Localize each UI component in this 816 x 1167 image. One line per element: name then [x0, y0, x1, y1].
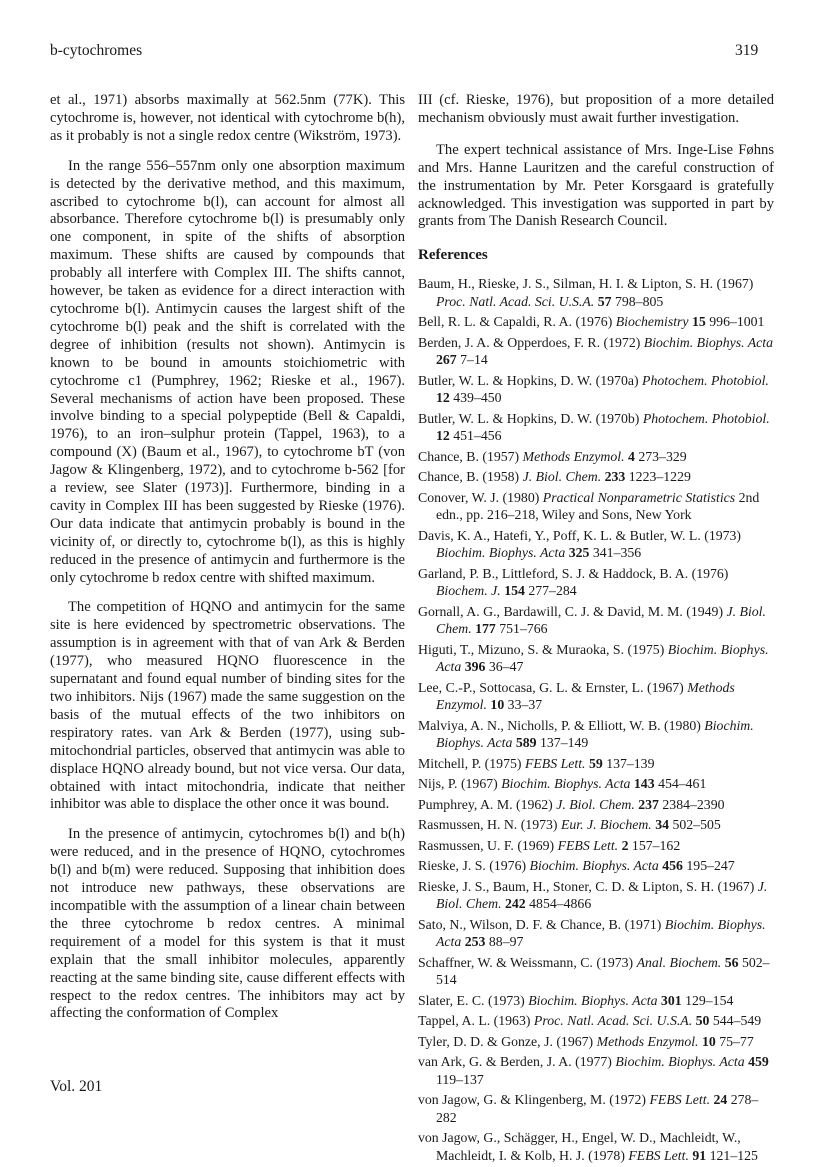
ref-authors: Rasmussen, U. F. (1969) [418, 837, 555, 853]
page-number: 319 [735, 42, 759, 59]
ref-volume: 4 [628, 448, 635, 464]
ref-pages: 137–149 [540, 735, 589, 751]
ref-authors: Malviya, A. N., Nicholls, P. & Elliott, W. B. (1980) [418, 717, 701, 733]
ref-journal: Biochim. Biophys. Acta [436, 717, 754, 751]
ref-volume: 396 [464, 659, 486, 675]
ref-volume: 15 [692, 314, 706, 330]
reference-item [418, 468, 774, 486]
reference-item [418, 775, 774, 793]
ref-pages: 157–162 [631, 837, 681, 853]
ref-pages: 277–284 [528, 583, 577, 599]
ref-pages: 7–14 [460, 352, 488, 368]
ref-authors: von Jagow, G. & Klingenberg, M. (1972) [418, 1092, 647, 1108]
ref-volume: 253 [464, 934, 486, 950]
ref-journal: J. Biol. Chem. [436, 603, 766, 637]
ref-authors: Butler, W. L. & Hopkins, D. W. (1970a) [418, 372, 639, 388]
ref-journal: Proc. Natl. Acad. Sci. U.S.A. [533, 1013, 693, 1029]
ref-pages: 36–47 [488, 659, 524, 675]
ref-journal: Biochim. Biophys. Acta [615, 1054, 745, 1070]
references-list [418, 275, 774, 1164]
reference-item [418, 334, 774, 369]
ref-volume: 34 [655, 817, 670, 833]
ref-authors: Nijs, P. (1967) [418, 776, 498, 792]
ref-volume: 267 [436, 352, 457, 368]
reference-item [418, 679, 774, 714]
ref-volume: 91 [692, 1147, 707, 1163]
ref-journal: FEBS Lett. [628, 1147, 689, 1163]
ref-volume: 12 [436, 428, 450, 444]
ref-authors: Garland, P. B., Littleford, S. J. & Haddock, B. A. (1976) [418, 565, 729, 581]
ref-pages: 544–549 [712, 1013, 762, 1029]
ref-volume: 589 [515, 735, 537, 751]
ref-authors: Pumphrey, A. M. (1962) [418, 796, 553, 812]
ref-volume: 456 [662, 858, 683, 874]
reference-item [418, 372, 774, 407]
ref-pages: 273–329 [638, 448, 687, 464]
ref-pages: 751–766 [499, 621, 548, 637]
body-paragraph: In the presence of antimycin, cytochromes b(l) and b(h) were reduced, and in the presence of HQNO, cytochromes b(l) and b(m) were reduced. Supposing that inhibition does not introduce new pathways, these observations are incompatible with the assumption of a linear chain between the three cytochrome b redox centres. A minimal requirement of a model for this system is that it must explain that the small inhibitor molecules, apparently reacting at the same binding site, cause different effects with respect to the redox centres. The inhibitors may act by affecting the conformation of Complex [50, 826, 405, 1022]
references-heading: References [418, 247, 488, 264]
ref-authors: Slater, E. C. (1973) [418, 992, 525, 1008]
reference-item [418, 755, 774, 773]
ref-pages: 278–282 [436, 1092, 759, 1125]
ref-pages: 502–514 [436, 954, 770, 988]
ref-pages: 33–37 [507, 697, 543, 713]
ref-journal: Biochim. Biophys. Acta [436, 641, 769, 675]
ref-pages: 2384–2390 [662, 796, 725, 812]
reference-item [418, 527, 774, 562]
ref-pages: 129–154 [685, 992, 734, 1008]
ref-pages: 75–77 [719, 1033, 754, 1049]
ref-authors: von Jagow, G., Schägger, H., Engel, W. D., Machleidt, W., Machleidt, I. & Kolb, H. J. (1978) [418, 1130, 741, 1163]
ref-authors: Rasmussen, H. N. (1973) [418, 817, 558, 833]
ref-pages: 1223–1229 [628, 469, 691, 485]
reference-item [418, 992, 774, 1010]
ref-authors: Baum, H., Rieske, J. S., Silman, H. I. & Lipton, S. H. (1967) [418, 276, 754, 292]
reference-item [418, 816, 774, 834]
reference-item [418, 717, 774, 752]
reference-item [418, 878, 774, 913]
ref-pages: 2nd edn., pp. 216–218, Wiley and Sons, New York [436, 489, 760, 523]
ref-authors: Chance, B. (1958) [418, 469, 520, 485]
reference-item [418, 796, 774, 814]
ref-journal: Biochem. J. [436, 583, 501, 599]
ref-volume: 237 [638, 796, 659, 812]
ref-pages: 798–805 [614, 293, 664, 309]
right-column [418, 92, 774, 1167]
reference-item [418, 857, 774, 875]
ref-journal: Proc. Natl. Acad. Sci. U.S.A. [436, 293, 595, 309]
ref-journal: Photochem. Photobiol. [642, 410, 770, 426]
footer-volume: Vol. 201 [50, 1078, 103, 1095]
reference-item [418, 410, 774, 445]
body-paragraph: In the range 556–557nm only one absorption maximum is detected by the derivative method, and this maximum, ascribed to cytochrome b(l), can account for almost all absorbance. Therefore cytochrome b(l) is presumably only one component, in spite of the shifts of absorption maximum. These shifts are caused by compounds that probably all interfere with Complex III. The shifts cannot, however, be taken as evidence for a direct interaction with cytochrome b(l). Antimycin causes the largest shift of the cytochrome b(l) peak and the shift is correlated with the degree of inhibition (results not shown). Antimycin is known to be bound in amounts stoichiometric with cytochrome c1 (Pumphrey, 1962; Rieske et al., 1967). Several mechanisms of action have been proposed. These involve binding to a special polypeptide (Bell & Capaldi, 1976), to an iron–sulphur protein (Tappel, 1963), to a compound (X) (Baum et al., 1967), to cytochrome bT (von Jagow & Klingenberg, 1972), and to cytochrome b-562 [for a review, see Slater (1973)]. Furthermore, binding in a cavity in Complex III has been suggested by Rieske (1976). Our data indicate that antimycin probably is bound in the vicinity of, or directly to, cytochrome b(l), as this is highly reduced in the presence of antimycin and furthermore is the only cytochrome b redox centre with shifted maximum. [50, 157, 405, 586]
ref-journal: Biochim. Biophys. Acta [529, 858, 659, 874]
ref-pages: 4854–4866 [529, 896, 592, 912]
reference-item [418, 1012, 774, 1030]
ref-volume: 56 [724, 954, 739, 970]
ref-authors: van Ark, G. & Berden, J. A. (1977) [418, 1054, 612, 1070]
ref-authors: Bell, R. L. & Capaldi, R. A. (1976) [418, 314, 613, 330]
ref-authors: Schaffner, W. & Weissmann, C. (1973) [418, 954, 634, 970]
ref-pages: 119–137 [436, 1071, 484, 1087]
ref-journal: Biochim. Biophys. Acta [436, 916, 766, 950]
reference-item [418, 489, 774, 524]
ref-pages: 137–139 [606, 755, 655, 771]
ref-volume: 459 [748, 1054, 769, 1070]
ref-journal: Methods Enzymol. [522, 448, 625, 464]
reference-item [418, 1033, 774, 1051]
ref-volume: 242 [504, 896, 526, 912]
ref-volume: 10 [490, 697, 505, 713]
ref-journal: FEBS Lett. [524, 755, 586, 771]
body-paragraph: The competition of HQNO and antimycin for the same site is here evidenced by spectrometric observations. The assumption is in agreement with that of van Ark & Berden (1977), who measured HQNO fluorescence in the supernatant and found equal number of binding sites for the two inhibitors. Nijs (1967) made the same suggestion on the basis of the mutual effects of the two inhibitors on respiratory rates. van Ark & Berden (1977), using sub-mitochondrial particles, observed that antimycin was able to displace HQNO already bound, but not vice versa. Our data, obtained with intact mitochondria, indicate that neither inhibitor was able to displace the other once it was bound. [50, 599, 405, 813]
reference-item [418, 275, 774, 310]
reference-item [418, 565, 774, 600]
ref-pages: 454–461 [658, 776, 707, 792]
ref-volume: 301 [660, 992, 682, 1008]
ref-journal: Biochemistry [615, 314, 689, 330]
ref-authors: Tappel, A. L. (1963) [418, 1013, 531, 1029]
left-column [50, 92, 405, 1023]
ref-journal: Anal. Biochem. [636, 954, 722, 970]
body-paragraph: et al., 1971) absorbs maximally at 562.5nm (77K). This cytochrome is, however, not identical with cytochrome b(h), as it probably is not a single redox centre (Wikström, 1973). [50, 92, 405, 144]
reference-item [418, 1129, 774, 1164]
reference-item [418, 954, 774, 989]
reference-item [418, 448, 774, 466]
ref-journal: Biochim. Biophys. Acta [643, 334, 774, 350]
ref-authors: Mitchell, P. (1975) [418, 755, 522, 771]
reference-item [418, 837, 774, 855]
reference-item [418, 1053, 774, 1088]
acknowledgement: The expert technical assistance of Mrs. Inge-Lise Føhns and Mrs. Hanne Lauritzen and the careful construction of the instrumentation by Mr. Peter Korsgaard is gratefully acknowledged. This investigation was supported in part by grants from The Danish Research Council. [418, 141, 774, 230]
ref-journal: Biochim. Biophys. Acta [501, 776, 631, 792]
ref-journal: Eur. J. Biochem. [560, 817, 652, 833]
ref-pages: 502–505 [672, 817, 721, 833]
ref-journal: Methods Enzymol. [596, 1033, 699, 1049]
ref-authors: Conover, W. J. (1980) [418, 489, 540, 505]
ref-volume: 12 [436, 390, 450, 406]
ref-journal: Biochim. Biophys. Acta [436, 545, 566, 561]
ref-journal: Photochem. Photobiol. [642, 372, 769, 388]
ref-journal: J. Biol. Chem. [522, 469, 602, 485]
ref-volume: 57 [597, 293, 612, 309]
ref-volume: 143 [633, 776, 655, 792]
ref-journal: J. Biol. Chem. [556, 796, 635, 812]
ref-pages: 451–456 [453, 428, 502, 444]
ref-journal: FEBS Lett. [649, 1092, 711, 1108]
ref-volume: 2 [621, 837, 629, 853]
ref-journal: J. Biol. Chem. [436, 878, 768, 912]
ref-pages: 341–356 [592, 545, 642, 561]
ref-volume: 24 [713, 1092, 728, 1108]
ref-journal: FEBS Lett. [557, 837, 619, 853]
ref-pages: 195–247 [686, 858, 735, 874]
running-title: b-cytochromes [50, 42, 143, 59]
ref-volume: 177 [475, 621, 496, 637]
ref-journal: Biochim. Biophys. Acta [528, 992, 658, 1008]
reference-item [418, 1091, 774, 1126]
ref-authors: Berden, J. A. & Opperdoes, F. R. (1972) [418, 334, 641, 350]
reference-item [418, 603, 774, 638]
ref-volume: 154 [504, 583, 525, 599]
ref-authors: Lee, C.-P., Sottocasa, G. L. & Ernster, L. (1967) [418, 679, 684, 695]
ref-authors: Rieske, J. S. (1976) [418, 858, 527, 874]
ref-pages: 121–125 [709, 1147, 758, 1163]
ref-authors: Gornall, A. G., Bardawill, C. J. & David, M. M. (1949) [418, 603, 724, 619]
ref-volume: 59 [588, 755, 603, 771]
reference-item [418, 313, 774, 331]
ref-pages: 88–97 [488, 934, 524, 950]
ref-volume: 50 [695, 1013, 710, 1029]
reference-item [418, 641, 774, 676]
ref-authors: Davis, K. A., Hatefi, Y., Poff, K. L. & Butler, W. L. (1973) [418, 527, 742, 543]
ref-journal: Methods Enzymol. [436, 679, 735, 713]
ref-pages: 996–1001 [709, 314, 765, 330]
ref-authors: Tyler, D. D. & Gonze, J. (1967) [418, 1033, 594, 1049]
ref-authors: Sato, N., Wilson, D. F. & Chance, B. (1971) [418, 916, 662, 932]
ref-authors: Butler, W. L. & Hopkins, D. W. (1970b) [418, 410, 640, 426]
ref-pages: 439–450 [453, 390, 502, 406]
reference-item [418, 916, 774, 951]
ref-authors: Rieske, J. S., Baum, H., Stoner, C. D. & Lipton, S. H. (1967) [418, 878, 755, 894]
ref-journal: Practical Nonparametric Statistics [542, 489, 736, 505]
ref-volume: 10 [701, 1033, 716, 1049]
ref-volume: 325 [568, 545, 590, 561]
ref-volume: 233 [604, 469, 626, 485]
ref-authors: Chance, B. (1957) [418, 448, 520, 464]
continuation-paragraph: III (cf. Rieske, 1976), but proposition of a more detailed mechanism obviously must await further investigation. [418, 92, 774, 126]
ref-authors: Higuti, T., Mizuno, S. & Muraoka, S. (1975) [418, 641, 665, 657]
